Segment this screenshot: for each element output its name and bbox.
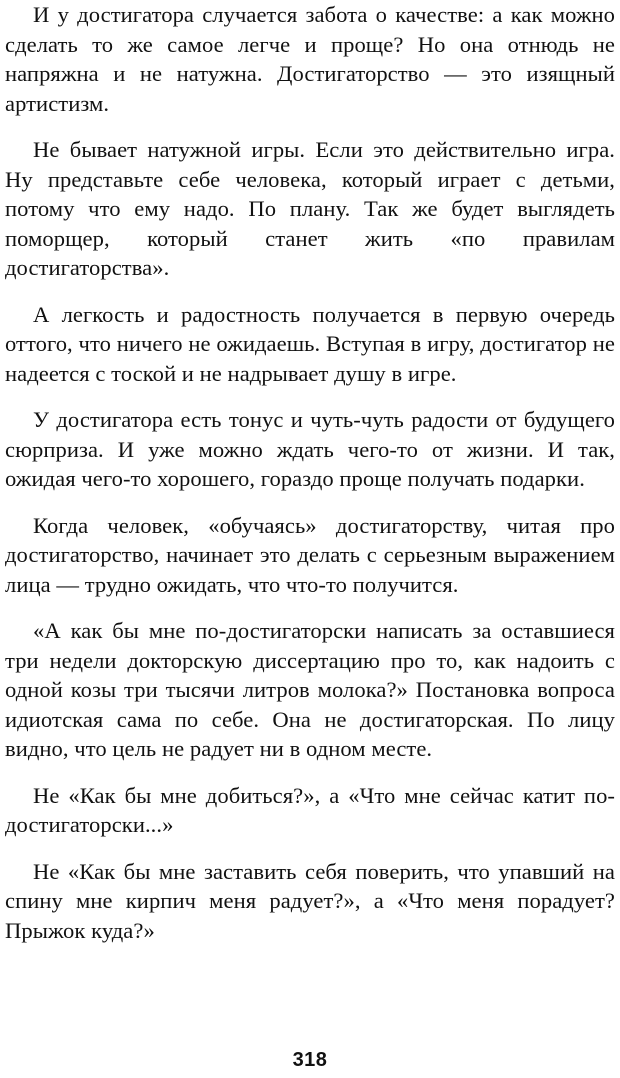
paragraph-4: У достигатора есть тонус и чуть-чуть радости от будущего сюрприза. И уже можно ждать чего-то от жизни. И так, ожидая чего-то хорошего, гораздо проще получать подарки. — [5, 407, 615, 491]
body-text — [5, 0, 615, 962]
paragraph-2: Не бывает натужной игры. Если это действительно игра. Ну представьте себе человека, который играет с детьми, потому что ему надо. По плану. Так же будет выглядеть поморщер, который станет жить «по правилам достигаторства». — [5, 137, 615, 280]
paragraph-5: Когда человек, «обучаясь» достигаторству, читая про достигаторство, начинает это делать с серьезным выражением лица — трудно ожидать, что что-то получится. — [5, 512, 615, 597]
paragraph-6: «А как бы мне по-достигаторски написать за оставшиеся три недели докторскую диссертацию про то, как надоить с одной козы три тысячи литров молока?» Постановка вопроса идиотская сама по себе. Она не достигаторская. По лицу видно, что цель не радует ни в одном месте. — [5, 618, 615, 761]
page-number: 318 — [292, 1049, 328, 1071]
paragraph-7: Не «Как бы мне добиться?», а «Что мне сейчас катит по-достигаторски...» — [5, 782, 615, 837]
paragraph-8: Не «Как бы мне заставить себя поверить, что упавший на спину мне кирпич меня радует?», а «Что меня порадует? Прыжок куда?» — [5, 858, 615, 943]
paragraph-1: И у достигатора случается забота о качестве: а как можно сделать то же самое легче и проще? Но она отнюдь не напряжна и не натужна. Достигаторство — это изящный артистизм. — [5, 2, 615, 116]
paragraph-3: А легкость и радостность получается в первую очередь оттого, что ничего не ожидаешь. Вступая в игру, достигатор не надеется с тоской и не надрывает душу в игре. — [5, 301, 615, 386]
